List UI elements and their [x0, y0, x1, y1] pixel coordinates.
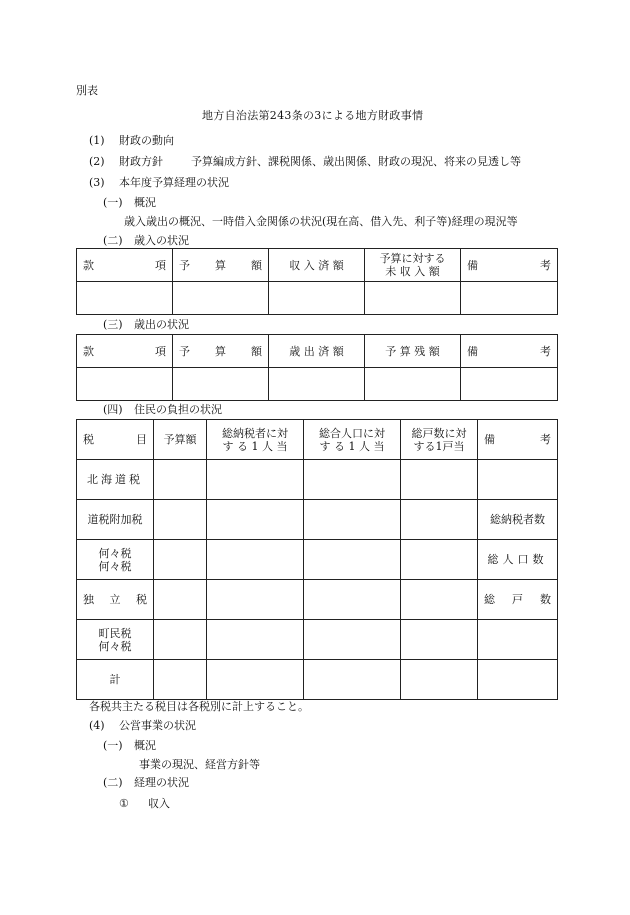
- item-2-detail: 予算編成方針、課税関係、歳出関係、財政の現況、将来の見透し等: [191, 155, 521, 168]
- sub4-2-1-number: ①: [119, 797, 129, 810]
- note-cell: [478, 660, 558, 700]
- tax-cell: 町民税 何々税: [77, 620, 154, 660]
- tax-cell: 計: [77, 660, 154, 700]
- header-cell: 総納税者に対 す る 1 人 当: [207, 420, 304, 460]
- table-header-row: [77, 249, 558, 282]
- sub1-text: 概況: [134, 196, 156, 209]
- table-row: [77, 620, 558, 660]
- revenue-heading: 歳入の状況: [134, 234, 189, 247]
- item-4-number: (4): [89, 719, 105, 732]
- item-4-text: 公営事業の状況: [119, 719, 196, 732]
- tax-cell: 独 税 立: [77, 580, 154, 620]
- table-header-row: [77, 335, 558, 368]
- tax-cell: 道税附加税: [77, 500, 154, 540]
- note-cell: 総納税者数: [478, 500, 558, 540]
- header-cell: 備 考: [478, 420, 558, 460]
- header-cell: 予算額: [154, 420, 207, 460]
- sub4-2-text: 経理の状況: [134, 776, 189, 789]
- header-cell: 備 考: [461, 335, 558, 368]
- tax-cell: 何々税 何々税: [77, 540, 154, 580]
- burden-number: (四): [103, 403, 123, 416]
- table-row: [77, 660, 558, 700]
- table-row: [77, 368, 558, 401]
- sub1-number: (一): [103, 196, 123, 209]
- sub4-2-1-text: 収入: [148, 797, 170, 810]
- header-cell: 歳 出 済 額: [269, 335, 365, 368]
- sub4-1-detail: 事業の現況、経営方針等: [139, 758, 260, 771]
- header-cell: 総合人口に対 す る 1 人 当: [304, 420, 401, 460]
- header-cell: 款 項: [77, 335, 173, 368]
- item-2-text: 財政方針: [119, 155, 163, 168]
- burden-heading: 住民の負担の状況: [134, 403, 222, 416]
- item-1-number: (1): [89, 134, 105, 147]
- burden-footnote: 各税共主たる税目は各税別に計上すること。: [89, 700, 309, 713]
- header-cell: 予算に対する 未 収 入 額: [365, 249, 461, 282]
- burden-table: [76, 419, 558, 700]
- header-cell: 備 考: [461, 249, 558, 282]
- header-cell: 款 項: [77, 249, 173, 282]
- page-title: 地方自治法第243条の3による地方財政事情: [202, 109, 424, 122]
- revenue-number: (二): [103, 234, 123, 247]
- appendix-label: 別表: [76, 84, 98, 97]
- header-cell: 総戸数に対 する1戸当: [401, 420, 478, 460]
- header-cell: 予 算 残 額: [365, 335, 461, 368]
- header-cell: 予 額 算: [173, 249, 269, 282]
- header-cell: 税 目: [77, 420, 154, 460]
- note-cell: [478, 460, 558, 500]
- note-cell: 総 数 戸: [478, 580, 558, 620]
- expenditure-table: [76, 334, 558, 401]
- header-cell: 予 額 算: [173, 335, 269, 368]
- table-row: [77, 580, 558, 620]
- item-2-number: (2): [89, 155, 105, 168]
- table-row: [77, 540, 558, 580]
- expenditure-heading: 歳出の状況: [134, 318, 189, 331]
- item-3-number: (3): [89, 176, 105, 189]
- sub1-detail: 歳入歳出の概況、一時借入金関係の状況(現在高、借入先、利子等)経理の現況等: [124, 215, 518, 228]
- sub4-1-text: 概況: [134, 739, 156, 752]
- revenue-table: [76, 248, 558, 315]
- item-1-text: 財政の動向: [119, 134, 174, 147]
- note-cell: 総人口数: [478, 540, 558, 580]
- header-cell: 収 入 済 額: [269, 249, 365, 282]
- item-3-text: 本年度予算経理の状況: [119, 176, 229, 189]
- table-row: [77, 460, 558, 500]
- sub4-1-number: (一): [103, 739, 123, 752]
- expenditure-number: (三): [103, 318, 123, 331]
- table-row: [77, 282, 558, 315]
- table-row: [77, 500, 558, 540]
- table-header-row: [77, 420, 558, 460]
- tax-cell: 北海道税: [77, 460, 154, 500]
- note-cell: [478, 620, 558, 660]
- sub4-2-number: (二): [103, 776, 123, 789]
